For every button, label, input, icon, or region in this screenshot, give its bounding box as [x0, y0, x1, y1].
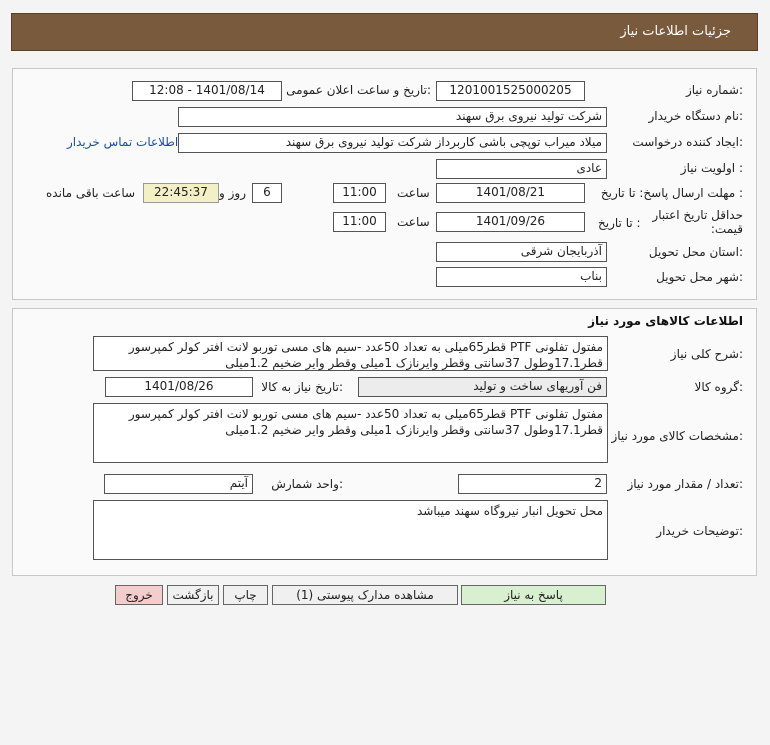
validity-time-field: 11:00 — [333, 212, 386, 232]
buyer-field: شرکت تولید نیروی برق سهند — [178, 107, 607, 127]
province-field: آذربایجان شرقی — [436, 242, 607, 262]
validity-until-label: تا تاریخ : — [598, 216, 641, 230]
days-field: 6 — [252, 183, 282, 203]
creator-field: میلاد میراب توپچی باشی کاربرداز شرکت تولید نیروی برق سهند — [178, 133, 607, 153]
city-label: شهر محل تحویل: — [656, 270, 743, 284]
creator-label: ایجاد کننده درخواست: — [632, 135, 743, 149]
buyer-label: نام دستگاه خریدار: — [648, 109, 743, 123]
validity-time-label: ساعت — [397, 215, 430, 229]
exit-button[interactable]: خروج — [115, 585, 163, 605]
need-date-field: 1401/08/26 — [105, 377, 253, 397]
priority-label: اولویت نیاز : — [680, 161, 743, 175]
announce-field: 1401/08/14 - 12:08 — [132, 81, 282, 101]
qty-field: 2 — [458, 474, 607, 494]
respond-button[interactable]: پاسخ به نیاز — [461, 585, 606, 605]
deadline-date-field: 1401/08/21 — [436, 183, 585, 203]
buyer-note-field: محل تحویل انبار نیروگاه سهند میباشد — [93, 500, 608, 560]
need-number-field: 1201001525000205 — [436, 81, 585, 101]
remaining-label: ساعت باقی مانده — [46, 186, 136, 200]
deadline-time-field: 11:00 — [333, 183, 386, 203]
spec-label: مشخصات کالای مورد نیاز: — [611, 429, 743, 443]
page-title: جزئیات اطلاعات نیاز — [620, 24, 731, 39]
need-date-label: تاریخ نیاز به کالا: — [261, 380, 343, 394]
validity-label: حداقل تاریخ اعتبار قیمت: — [652, 208, 743, 236]
validity-date-field: 1401/09/26 — [436, 212, 585, 232]
days-label: روز و — [219, 186, 246, 200]
priority-field: عادی — [436, 159, 607, 179]
unit-field: آیتم — [104, 474, 253, 494]
deadline-time-label: ساعت — [397, 186, 430, 200]
goods-section-title: اطلاعات کالاهای مورد نیاز — [588, 314, 743, 328]
need-number-label: شماره نیاز: — [685, 83, 743, 97]
group-label: گروه کالا: — [694, 380, 743, 394]
city-field: بناب — [436, 267, 607, 287]
deadline-label: مهلت ارسال پاسخ: تا تاریخ : — [600, 186, 743, 200]
buyer-contact-link[interactable]: اطلاعات تماس خریدار — [67, 135, 179, 149]
page-header — [11, 13, 758, 51]
qty-label: تعداد / مقدار مورد نیاز: — [627, 477, 743, 491]
unit-label: واحد شمارش: — [271, 477, 343, 491]
group-field: فن آوریهای ساخت و تولید — [358, 377, 607, 397]
back-button[interactable]: بازگشت — [167, 585, 219, 605]
summary-label: شرح کلی نیاز: — [670, 347, 743, 361]
print-button[interactable]: چاپ — [223, 585, 268, 605]
remaining-time-field: 22:45:37 — [143, 183, 219, 203]
attachments-button[interactable]: مشاهده مدارک پیوستی (1) — [272, 585, 458, 605]
summary-field: مفتول تفلونی PTF قطر65میلی به تعداد 50عدد -سیم های مسی توربو لانت افتر کولر کمپرسور قطر17.1وطول 37سانتی وقطر وایرنازک 1میلی وقطر وایر ضخیم 1.2میلی — [93, 336, 608, 371]
spec-field: مفتول تفلونی PTF قطر65میلی به تعداد 50عدد -سیم های مسی توربو لانت افتر کولر کمپرسور قطر17.1وطول 37سانتی وقطر وایرنازک 1میلی وقطر وایر ضخیم 1.2میلی — [93, 403, 608, 463]
announce-label: تاریخ و ساعت اعلان عمومی: — [286, 83, 431, 97]
province-label: استان محل تحویل: — [648, 245, 743, 259]
buyer-note-label: توضیحات خریدار: — [656, 524, 743, 538]
